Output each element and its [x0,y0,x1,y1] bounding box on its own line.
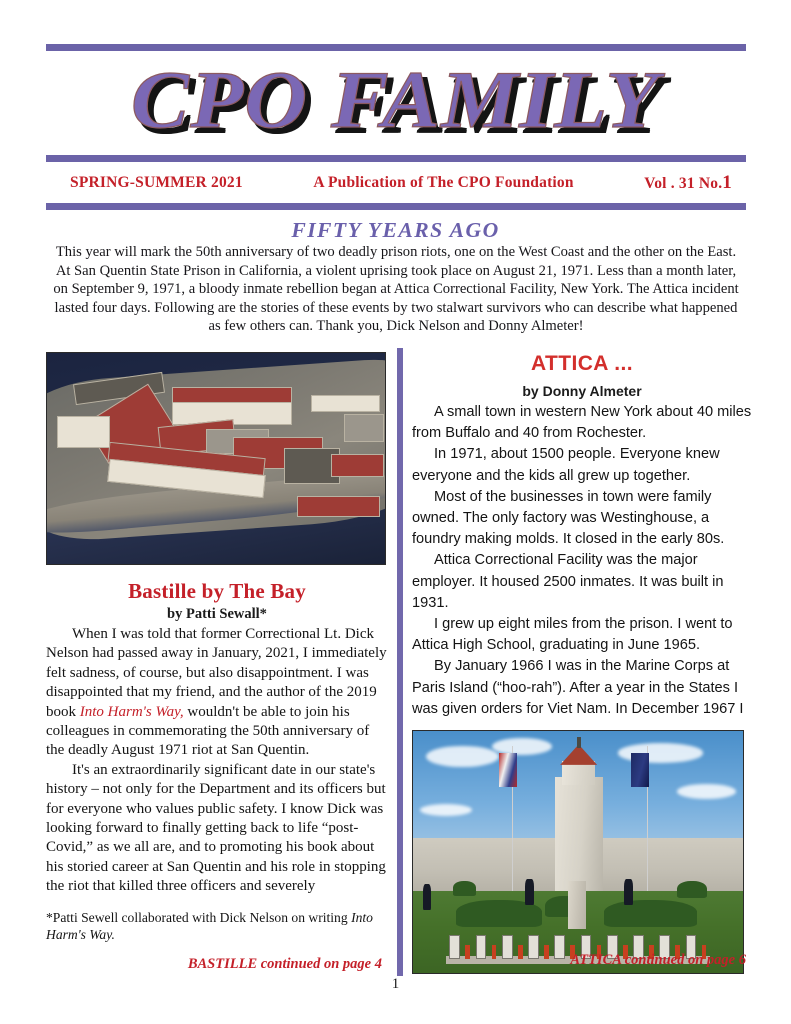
left-article-body [46,625,388,897]
san-quentin-photo [46,352,386,565]
photo-cloud [677,784,736,799]
right-paragraph-5: I grew up eight miles from the prison. I went to Attica High School, graduating in June 1965. [412,616,733,654]
photo-building [331,454,384,477]
photo-tower-belfry [562,761,595,785]
right-column [412,352,752,972]
left-article-byline: by Patti Sewall* [167,606,267,622]
page-number: 1 [391,976,400,992]
photo-memorial-monument [568,881,586,929]
left-footnote [46,909,388,943]
feature-heading: FIFTY YEARS AGO [291,218,500,242]
footnote-book-title: Into Harm's Way. [46,909,373,942]
right-paragraph-6: By January 1966 I was in the Marine Corps at Paris Island (“hoo-rah”). After a year in the States I was given orders for Viet Nam. In December 1967 I [412,658,744,717]
left-article-headline: Bastille by The Bay [128,579,306,603]
left-continued-link[interactable]: BASTILLE continued on page 4 [187,955,382,972]
photo-hedge [453,881,476,896]
attica-photo [412,730,744,974]
masthead-rule-bottom [46,203,746,210]
masthead-rule-top [46,44,746,51]
left-paragraph-2: It's an extraordinarily significant date in our state's history – not only for the Department and its officers but for everyone who values public safety. I know Dick was looking forward to finally getting back to life “post-Covid,” as we all are, and to promoting his book about his storied career at San Quentin and his role in stopping the riot that killed three officers and severely [46,761,386,895]
photo-officer [624,879,633,906]
right-paragraph-4: Attica Correctional Facility was the major employer. It housed 2500 inmates. It was built in 1931. [412,552,724,611]
right-article-byline: by Donny Almeter [522,383,642,399]
photo-building [57,416,110,448]
left-p1-part2: wouldn't be able to join his colleagues in commemorating the 50th anniversary of the deadly August 1971 riot at San Quentin. [46,703,370,759]
right-article-body [412,402,752,720]
photo-building [311,395,381,412]
photo-officer [423,884,432,911]
footnote-text: *Patti Sewell collaborated with Dick Nelson on writing [46,909,352,925]
photo-guard-tower [555,777,603,893]
masthead-title: CPO FAMILY [131,54,660,145]
publication-label: A Publication of The CPO Foundation [313,174,574,191]
right-paragraph-1: A small town in western New York about 40 miles from Buffalo and 40 from Rochester. [412,404,752,442]
photo-building [297,496,380,517]
book-title: Into Harm's Way, [79,703,184,720]
feature-intro-text: This year will mark the 50th anniversary of two deadly prison riots, one on the West Coast and the other on the East. At San Quentin State Prison in California, a violent uprising took place on August 21, 1971. Less than a month later, on September 9, 1971, a bloody inmate rebellion began at Attica Correctional Facility, New York. The Attica incident lasted four days. Following are the stories of these events by two stalwart survivors who can describe what happened as few others can. Thank you, Dick Nelson and Donny Almeter! [53,244,739,335]
photo-cloud [420,804,473,816]
issue-line [46,170,746,196]
photo-officer [525,879,534,906]
photo-cloud [426,746,499,768]
photo-state-flag [631,753,649,787]
photo-us-flag [499,753,517,787]
left-paragraph-1 [46,625,388,761]
volume-number: 1 [722,172,732,193]
right-continued-link[interactable]: ATTICA continued on page 6 [570,952,746,968]
left-column [46,352,388,972]
masthead-rule-middle [46,155,746,162]
photo-hedge [677,881,707,898]
photo-hedge [604,900,696,927]
column-divider [397,348,403,976]
volume-text: Vol . 31 No. [644,175,723,192]
volume-label [644,172,732,194]
right-paragraph-3: Most of the businesses in town were family owned. The only factory was Westinghouse, a foundry making molds. It closed in the early 80s. [412,488,725,548]
masthead [0,46,791,154]
right-article-headline: ATTICA ... [531,352,633,375]
photo-tower-spire [577,737,581,748]
photo-building [344,414,383,441]
left-p1-part1: When I was told that former Correctional Lt. Dick Nelson had passed away in January, 2021, I immediately felt sadness, of course, but also disappointment. I was disappointed that my friend, and the author of the 2019 book [46,626,387,720]
issue-date: SPRING-SUMMER 2021 [70,174,243,191]
right-paragraph-2: In 1971, about 1500 people. Everyone knew everyone and the kids all grew up together. [412,446,720,484]
